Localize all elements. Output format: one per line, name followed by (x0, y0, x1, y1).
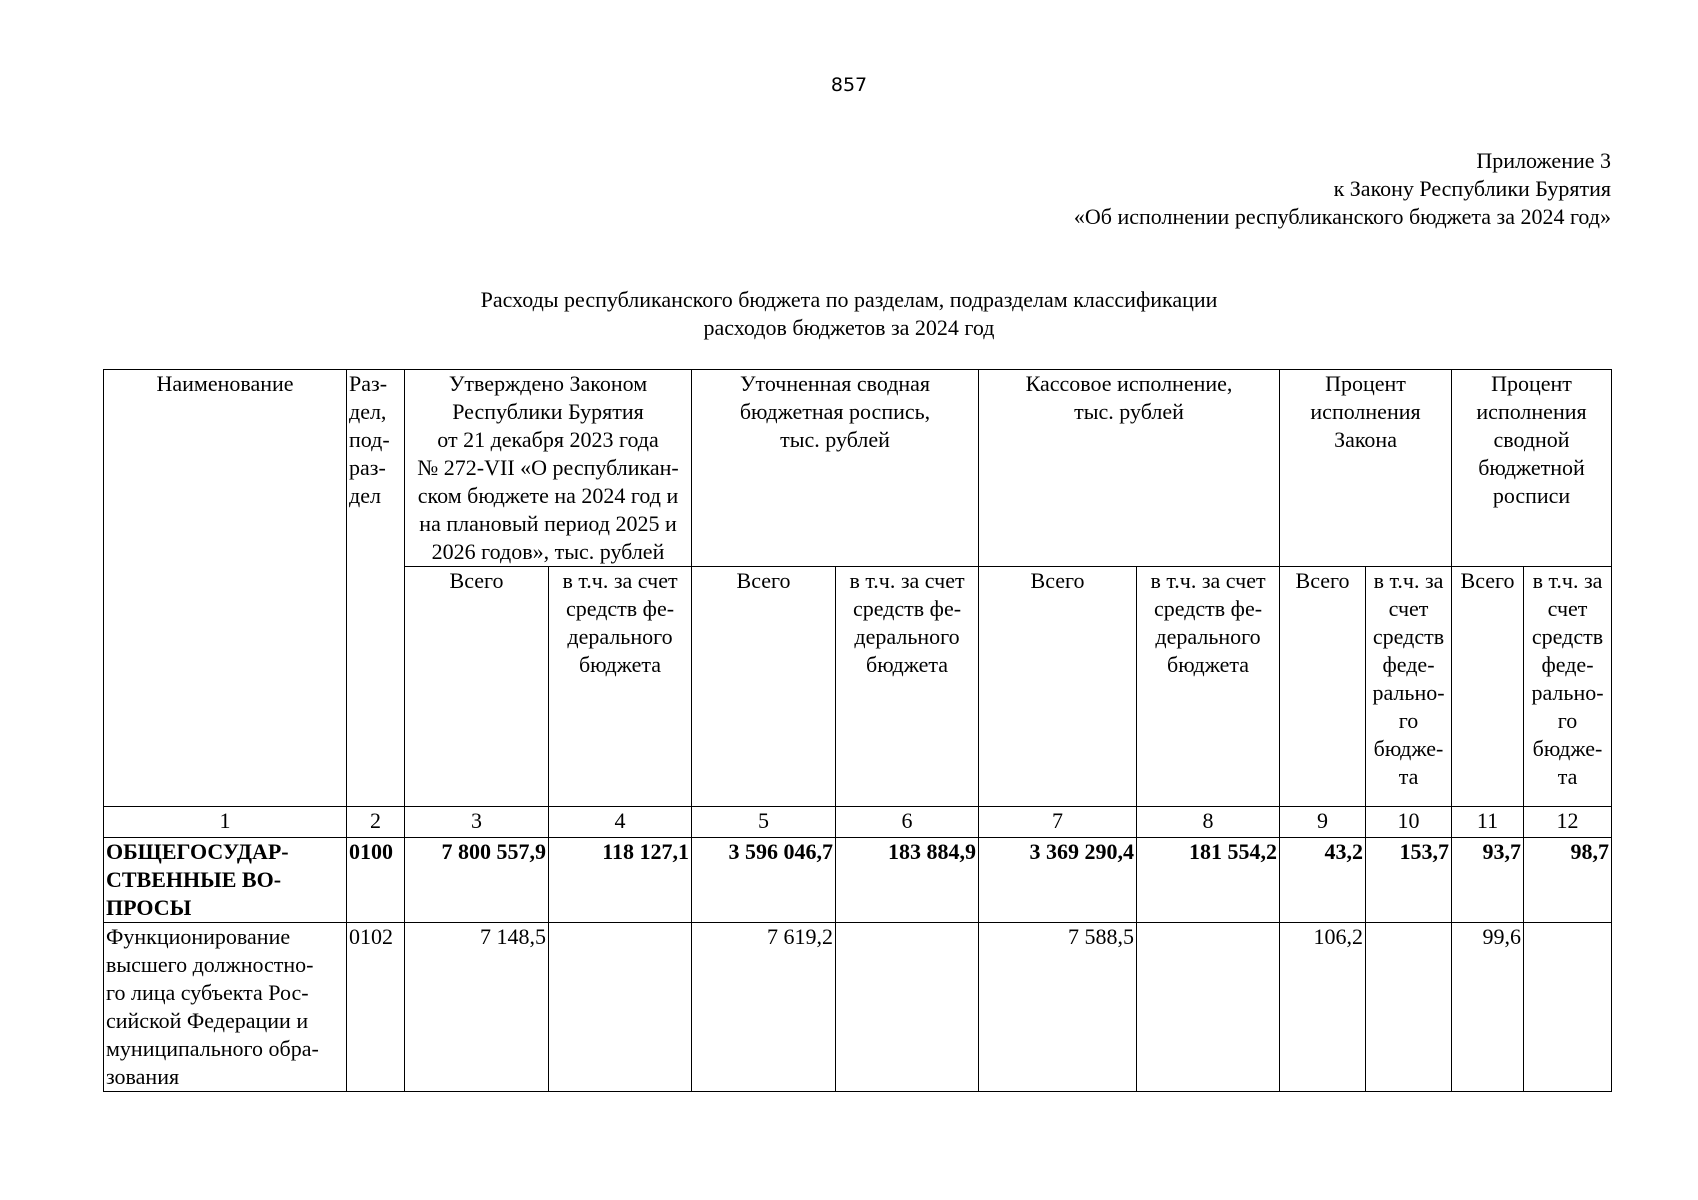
row-cash-federal (1137, 923, 1280, 1092)
row-pct-law-federal: 153,7 (1366, 838, 1452, 923)
row-law-federal: 118 127,1 (549, 838, 692, 923)
header-section (347, 370, 405, 807)
text-line: тыс. рублей (780, 427, 890, 452)
text-line: сийской Федерации и (106, 1008, 309, 1033)
table-row (104, 838, 1612, 923)
text-line: рально- (1372, 680, 1445, 705)
header-law-federal (549, 567, 692, 807)
page-number: 857 (830, 74, 868, 96)
row-cash-total: 3 369 290,4 (979, 838, 1137, 923)
column-number: 5 (692, 807, 836, 838)
text-line: Уточненная сводная (739, 371, 931, 396)
row-cash-total: 7 588,5 (979, 923, 1137, 1092)
row-refined-total: 7 619,2 (692, 923, 836, 1092)
text-line: феде- (1541, 652, 1594, 677)
header-name: Наименование (104, 370, 347, 807)
text-line: сводной (1493, 427, 1570, 452)
header-law (405, 370, 692, 567)
text-line: Процент (1491, 371, 1572, 396)
row-law-federal (549, 923, 692, 1092)
column-number: 1 (104, 807, 347, 838)
row-name (104, 838, 347, 923)
text-line: в т.ч. за счет (849, 568, 965, 593)
row-refined-federal: 183 884,9 (836, 838, 979, 923)
header-refined (692, 370, 979, 567)
row-pct-refined-federal: 98,7 (1524, 838, 1612, 923)
title-line-2: расходов бюджетов за 2024 год (703, 315, 995, 340)
header-pct-law (1280, 370, 1452, 567)
text-line: средств фе- (565, 596, 675, 621)
text-line: та (1398, 764, 1419, 789)
row-pct-refined-total: 93,7 (1452, 838, 1524, 923)
column-number: 2 (347, 807, 405, 838)
text-line: та (1557, 764, 1578, 789)
text-line: от 21 декабря 2023 года (437, 427, 659, 452)
row-section: 0102 (347, 923, 405, 1092)
header-pct-law-total: Всего (1280, 567, 1366, 807)
column-number: 6 (836, 807, 979, 838)
appendix-line-2: к Закону Республики Бурятия (1333, 176, 1611, 201)
text-line: Закона (1334, 427, 1397, 452)
header-refined-federal (836, 567, 979, 807)
header-pct-refined (1452, 370, 1612, 567)
row-law-total: 7 148,5 (405, 923, 549, 1092)
text-line: муниципального обра- (106, 1036, 319, 1061)
text-line: го (1398, 708, 1419, 733)
text-line: Утверждено Законом (448, 371, 648, 396)
text-line: средств фе- (1153, 596, 1263, 621)
row-pct-law-total: 106,2 (1280, 923, 1366, 1092)
appendix-line-3: «Об исполнении республиканского бюджета за 2024 год» (1073, 204, 1611, 229)
text-line: средств (1531, 624, 1604, 649)
text-line: феде- (1382, 652, 1435, 677)
text-line: бюджета (578, 652, 662, 677)
text-line: зования (106, 1064, 180, 1089)
text-line: в т.ч. за счет (562, 568, 678, 593)
text-line: в т.ч. за счет (1150, 568, 1266, 593)
text-line: Республики Бурятия (452, 399, 644, 424)
text-line: дерального (567, 624, 673, 649)
text-line: росписи (1492, 483, 1571, 508)
table-row (104, 923, 1612, 1092)
text-line: счет (1388, 596, 1429, 621)
column-number: 8 (1137, 807, 1280, 838)
text-line: дел (349, 483, 381, 508)
column-number: 9 (1280, 807, 1366, 838)
header-row-groups (104, 370, 1612, 567)
text-line: раз- (349, 455, 386, 480)
row-refined-federal (836, 923, 979, 1092)
header-pct-law-federal (1366, 567, 1452, 807)
row-name (104, 923, 347, 1092)
row-pct-law-federal (1366, 923, 1452, 1092)
header-pct-refined-total: Всего (1452, 567, 1524, 807)
text-line: бюдже- (1532, 736, 1603, 761)
text-line: высшего должностно- (106, 952, 314, 977)
text-line: дерального (854, 624, 960, 649)
row-refined-total: 3 596 046,7 (692, 838, 836, 923)
text-line: в т.ч. за (1373, 568, 1444, 593)
text-line: дерального (1155, 624, 1261, 649)
column-number: 3 (405, 807, 549, 838)
text-line: под- (349, 427, 390, 452)
appendix-line-1: Приложение 3 (1476, 148, 1611, 173)
row-cash-federal: 181 554,2 (1137, 838, 1280, 923)
text-line: бюджетная роспись, (739, 399, 931, 424)
appendix-note (1074, 147, 1611, 231)
text-line: Процент (1325, 371, 1406, 396)
text-line: исполнения (1476, 399, 1587, 424)
column-number: 4 (549, 807, 692, 838)
text-line: тыс. рублей (1074, 399, 1184, 424)
header-refined-total: Всего (692, 567, 836, 807)
header-cash (979, 370, 1280, 567)
header-law-total: Всего (405, 567, 549, 807)
text-line: Раз- (349, 371, 388, 396)
text-line: бюджетной (1478, 455, 1585, 480)
header-cash-federal (1137, 567, 1280, 807)
text-line: средств (1372, 624, 1445, 649)
text-line: исполнения (1310, 399, 1421, 424)
text-line: го лица субъекта Рос- (106, 980, 309, 1005)
row-law-total: 7 800 557,9 (405, 838, 549, 923)
document-title (0, 286, 1698, 342)
text-line: ПРОСЫ (106, 895, 192, 920)
column-number: 7 (979, 807, 1137, 838)
row-pct-refined-total: 99,6 (1452, 923, 1524, 1092)
column-number: 12 (1524, 807, 1612, 838)
row-pct-law-total: 43,2 (1280, 838, 1366, 923)
column-number-row (104, 807, 1612, 838)
text-line: ОБЩЕГОСУДАР- (106, 839, 289, 864)
text-line: Кассовое исполнение, (1025, 371, 1233, 396)
text-line: Функционирование (106, 924, 291, 949)
row-section: 0100 (347, 838, 405, 923)
text-line: ском бюджете на 2024 год и (417, 483, 679, 508)
text-line: бюджета (1167, 652, 1250, 677)
budget-table (103, 369, 1612, 1092)
text-line: на плановый период 2025 и (419, 511, 677, 536)
column-number: 11 (1452, 807, 1524, 838)
text-line: № 272-VII «О республикан- (417, 455, 679, 480)
text-line: 2026 годов», тыс. рублей (431, 539, 665, 564)
text-line: бюдже- (1373, 736, 1444, 761)
text-line: бюджета (866, 652, 949, 677)
header-pct-refined-federal (1524, 567, 1612, 807)
text-line: счет (1547, 596, 1588, 621)
row-pct-refined-federal (1524, 923, 1612, 1092)
text-line: в т.ч. за (1532, 568, 1603, 593)
header-cash-total: Всего (979, 567, 1137, 807)
column-number: 10 (1366, 807, 1452, 838)
text-line: дел, (349, 399, 387, 424)
text-line: СТВЕННЫЕ ВО- (106, 867, 282, 892)
title-line-1: Расходы республиканского бюджета по разделам, подразделам классификации (480, 287, 1218, 312)
text-line: го (1557, 708, 1578, 733)
text-line: рально- (1531, 680, 1604, 705)
text-line: средств фе- (852, 596, 962, 621)
